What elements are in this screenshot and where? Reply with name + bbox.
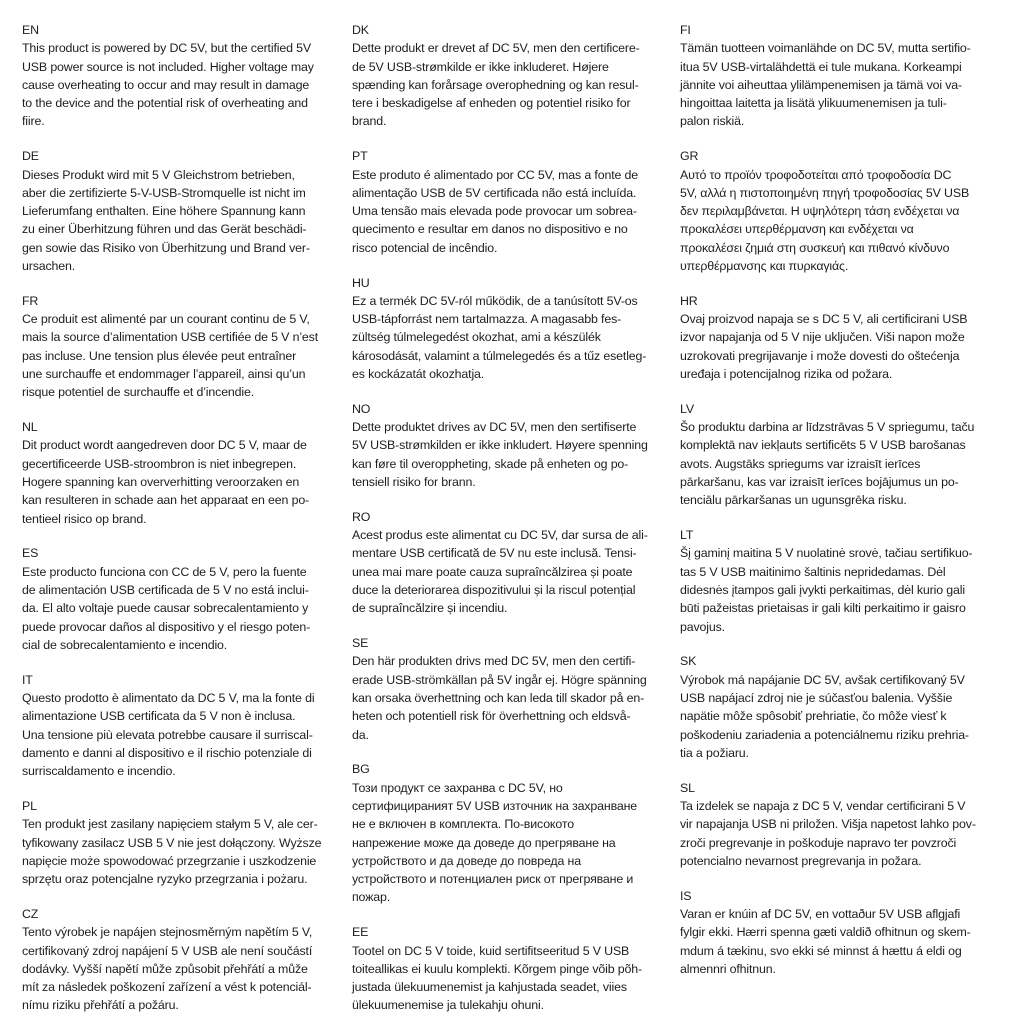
warning-text-line: tas 5 V USB maitinimo šaltinis nepridedamas. Dėl: [680, 564, 946, 579]
warning-text-line: nímu riziku přehřátí a požáru.: [22, 998, 179, 1013]
warning-text-line: fiire.: [22, 114, 45, 129]
warning-text-line: alimentação USB de 5V certificada não está incluída.: [352, 185, 637, 200]
warning-text-line: puede provocar daños al dispositivo y el riesgo poten-: [22, 619, 311, 634]
warning-text-line: Výrobok má napájanie DC 5V, avšak certifikovaný 5V: [680, 672, 965, 687]
warning-text-line: Uma tensão mais elevada pode provocar um sobrea-: [352, 204, 637, 219]
language-code: LT: [680, 528, 694, 543]
language-code: HR: [680, 293, 698, 308]
warning-text-line: komplektā nav iekļauts sertificēts 5 V USB barošanas: [680, 438, 966, 453]
warning-text-line: tensiell risiko for brann.: [352, 475, 476, 490]
language-code: EN: [22, 23, 39, 37]
warning-text-line: tere i beskadigelse af enheden og potentiel risiko for: [352, 96, 631, 111]
warning-text-line: erade USB-strömkällan på 5V ingår ej. Högre spänning: [352, 672, 647, 687]
warning-text-line: Dette produkt er drevet af DC 5V, men den certificere-: [352, 41, 640, 56]
warning-text-line: устройството и да доведе до повреда на: [352, 853, 581, 868]
warning-text-line: Acest produs este alimentat cu DC 5V, dar sursa de ali-: [352, 528, 648, 543]
warning-text-line: tenciālu pārkaršanas un ugunsgrēka risku.: [680, 493, 907, 508]
warning-text-line: δεν περιλαμβάνεται. Η υψηλότερη τάση ενδέχεται να: [680, 204, 960, 219]
warning-text-line: jännite voi aiheuttaa ylilämpenemisen ja tämä voi va-: [680, 77, 963, 92]
language-section-sk: [680, 652, 1020, 762]
warning-text-line: USB power source is not included. Higher voltage may: [22, 59, 314, 74]
warning-text-line: не е включен в комплекта. По-високото: [352, 817, 574, 832]
warning-text-line: izvor napajanja od 5 V nije uključen. Viši napon može: [680, 330, 965, 345]
warning-text-line: surriscaldamento e incendio.: [22, 764, 176, 779]
language-code: SL: [680, 780, 695, 795]
warning-text-line: duce la deteriorarea dispozitivului și la riscul potențial: [352, 583, 636, 598]
warning-text-line: Den här produkten drivs med DC 5V, men den certifi-: [352, 654, 636, 669]
warning-text-line: Tämän tuotteen voimanlähde on DC 5V, mutta sertifio-: [680, 41, 971, 56]
warning-text-line: υπερθέρμανσης και πυρκαγιάς.: [680, 259, 849, 274]
language-section-cz: [22, 905, 362, 1015]
warning-text-line: kan resulteren in schade aan het apparaat en een po-: [22, 493, 310, 508]
warning-text-line: didesnės įtampos gali įvykti perkaitimas, dėl kurio gali: [680, 583, 965, 598]
warning-text-line: mentare USB certificată de 5V nu este inclusă. Tensi-: [352, 546, 637, 561]
warning-text-line: pas incluse. Une tension plus élevée peut entraîner: [22, 348, 297, 363]
warning-text-line: mais la source d’alimentation USB certifiée de 5 V n’est: [22, 330, 319, 345]
warning-text-line: dodávky. Vyšší napětí může způsobit přehřátí a může: [22, 961, 308, 976]
warning-text-line: ursachen.: [22, 259, 76, 274]
warning-text-line: risque potentiel de surchauffe et d’incendie.: [22, 385, 255, 400]
language-code: SK: [680, 654, 697, 669]
language-section-gr: [680, 147, 1020, 275]
language-section-pl: [22, 797, 362, 888]
warning-text-line: da.: [352, 727, 369, 742]
warning-text-line: fylgir ekki. Hærri spenna gæti valdið ofhitnun og skem-: [680, 925, 971, 940]
warning-text-line: mít za následek poškození zařízení a vést k potenciál-: [22, 980, 312, 995]
warning-text-line: Dit product wordt aangedreven door DC 5 V, maar de: [22, 438, 307, 453]
warning-text-line: uzrokovati pregrijavanje i može dovesti do oštećenja: [680, 348, 960, 363]
language-code: PT: [352, 149, 368, 164]
language-code: SE: [352, 636, 369, 651]
warning-text-line: 5V USB-strømkilden er ikke inkludert. Høyere spenning: [352, 438, 648, 453]
warning-text-line: risco potencial de incêndio.: [352, 240, 498, 255]
column-middle: [352, 21, 692, 1031]
warning-text-line: tyfikowany zasilacz USB 5 V nie jest dołączony. Wyższe: [22, 835, 322, 850]
warning-text-line: напрежение може да доведе до прегряване на: [352, 835, 616, 850]
warning-text-line: mdum á tækinu, svo ekki sé minnst á hættu á eldi og: [680, 943, 962, 958]
warning-text-line: da. El alto voltaje puede causar sobrecalentamiento y: [22, 601, 309, 616]
language-code: PL: [22, 798, 37, 813]
language-section-fi: [680, 21, 1020, 131]
language-code: GR: [680, 149, 699, 164]
warning-text-line: gecertificeerde USB-stroombron is niet inbegrepen.: [22, 456, 297, 471]
warning-text-line: brand.: [352, 114, 387, 129]
warning-text-line: 5V, αλλά η πιστοποιημένη πηγή τροφοδοσίας 5V USB: [680, 185, 970, 200]
warning-text-line: heten och potentiell risk för överhettning och eldsvå-: [352, 709, 631, 724]
language-section-no: [352, 400, 692, 491]
language-code: RO: [352, 509, 371, 524]
language-section-hr: [680, 292, 1020, 383]
warning-text-line: προκαλέσει ζημιά στη συσκευή και πιθανό κίνδυνο: [680, 240, 950, 255]
language-section-bg: [352, 760, 692, 906]
column-right: [680, 21, 1020, 995]
language-section-is: [680, 887, 1020, 978]
warning-text-line: tentieel risico op brand.: [22, 511, 147, 526]
warning-text-line: de alimentación USB certificada de 5 V no está inclui-: [22, 583, 309, 598]
warning-text-line: ülekuumenemise ja tulekahju ohuni.: [352, 998, 544, 1013]
warning-text-line: de 5V USB-strømkilde er ikke inkluderet. Højere: [352, 59, 609, 74]
language-code: FI: [680, 23, 691, 37]
language-section-dk: [352, 21, 692, 131]
warning-text-line: sprzętu oraz potencjalne ryzyko przegrzania i pożaru.: [22, 872, 308, 887]
warning-text-line: Este producto funciona con CC de 5 V, pero la fuente: [22, 564, 307, 579]
warning-text-line: cause overheating to occur and may result in damage: [22, 77, 310, 92]
warning-text-line: kan orsaka överhettning och kan leda till skador på en-: [352, 691, 645, 705]
warning-text-line: damento e danni al dispositivo e il rischio potenziale di: [22, 745, 312, 760]
warning-text-line: пожар.: [352, 890, 391, 905]
warning-text-line: quecimento e resultar em danos no dispositivo e no: [352, 222, 628, 237]
language-code: NO: [352, 401, 371, 416]
language-code: CZ: [22, 906, 39, 921]
warning-text-line: Αυτό το προϊόν τροφοδοτείται από τροφοδοσία DC: [680, 167, 952, 182]
warning-text-line: de supraîncălzire și incendiu.: [352, 601, 508, 616]
warning-text-line: pārkaršanu, kas var izraisīt ierīces bojājumus un po-: [680, 475, 959, 490]
warning-text-line: hingoittaa laitetta ja lisätä ylikuumenemisen ja tuli-: [680, 96, 947, 111]
warning-text-line: USB napájací zdroj nie je súčasťou balenia. Vyššie: [680, 691, 953, 705]
warning-text-line: προκαλέσει υπερθέρμανση και ενδέχεται να: [680, 222, 914, 237]
warning-text-line: palon riskiä.: [680, 114, 745, 129]
language-code: IS: [680, 888, 692, 903]
warning-text-line: poškodeniu zariadenia a potenciálnemu riziku prehria-: [680, 727, 969, 742]
language-section-fr: [22, 292, 362, 402]
warning-text-line: itua 5V USB-virtalähdettä ei tule mukana. Korkeampi: [680, 59, 962, 74]
warning-text-line: napięcie może spowodować przegrzanie i uszkodzenie: [22, 853, 317, 868]
warning-text-line: Ta izdelek se napaja z DC 5 V, vendar certificirani 5 V: [680, 798, 966, 813]
warning-text-line: zültség túlmelegedést okozhat, ami a készülék: [352, 330, 601, 345]
warning-text-line: Ovaj proizvod napaja se s DC 5 V, ali certificirani USB: [680, 312, 968, 327]
language-section-nl: [22, 418, 362, 528]
warning-text-line: pavojus.: [680, 619, 725, 634]
warning-text-line: zroči pregrevanje in poškoduje napravo ter povzroči: [680, 835, 957, 850]
warning-text-line: gen sowie das Risiko von Überhitzung und Brand ver-: [22, 240, 310, 255]
warning-text-line: une surchauffe et endommager l’appareil, ainsi qu’un: [22, 367, 306, 382]
warning-text-line: certifikovaný zdroj napájení 5 V USB ale není součástí: [22, 943, 313, 958]
warning-text-line: устройството и потенциален риск от прегряване и: [352, 872, 634, 887]
language-section-en: [22, 21, 362, 131]
language-section-es: [22, 544, 362, 654]
language-code: EE: [352, 925, 369, 940]
language-code: LV: [680, 401, 694, 416]
warning-text-line: uređaja i potencijalnog rizika od požara.: [680, 367, 893, 382]
warning-text-line: Este produto é alimentado por CC 5V, mas a fonte de: [352, 167, 639, 182]
language-code: DE: [22, 149, 39, 164]
warning-text-line: almennri ofhitnun.: [680, 961, 776, 976]
warning-text-line: Dieses Produkt wird mit 5 V Gleichstrom betrieben,: [22, 167, 295, 182]
warning-text-line: cial de sobrecalentamiento e incendio.: [22, 637, 228, 652]
language-code: ES: [22, 546, 39, 561]
column-left: [22, 21, 362, 1031]
warning-text-line: kan føre til overoppheting, skade på enheten og po-: [352, 456, 629, 471]
language-section-hu: [352, 274, 692, 384]
language-section-lt: [680, 526, 1020, 636]
warning-text-line: to the device and the potential risk of overheating and: [22, 96, 308, 111]
warning-text-line: vir napajanja USB ni priložen. Višja napetost lahko pov-: [680, 817, 976, 832]
warning-text-line: Ten produkt jest zasilany napięciem stałym 5 V, ale cer-: [22, 817, 318, 832]
warning-text-line: Varan er knúin af DC 5V, en vottaður 5V USB aflgjafi: [680, 906, 961, 921]
language-code: DK: [352, 23, 369, 37]
language-section-lv: [680, 400, 1020, 510]
warning-text-line: Този продукт се захранва с DC 5V, но: [352, 780, 563, 795]
warning-text-line: károsodását, valamint a túlmelegedés és a tűz esetleg-: [352, 348, 647, 363]
warning-text-line: justada ülekuumenemist ja kahjustada seadet, viies: [352, 980, 627, 995]
warning-text-line: Una tensione più elevata potrebbe causare il surriscal-: [22, 727, 313, 742]
warning-text-line: zu einer Überhitzung führen und das Gerät beschädi-: [22, 222, 307, 237]
warning-text-line: Šo produktu darbina ar līdzstrāvas 5 V spriegumu, taču: [680, 420, 975, 435]
warning-text-line: tia a požiaru.: [680, 745, 749, 760]
language-section-se: [352, 634, 692, 744]
warning-text-line: potencialno nevarnost pregrevanja in požara.: [680, 853, 922, 868]
warning-text-line: toiteallikas ei kuulu komplekti. Kõrgem pinge võib põh-: [352, 961, 642, 976]
language-section-pt: [352, 147, 692, 257]
warning-text-line: unea mai mare poate cauza supraîncălzirea și poate: [352, 564, 633, 579]
warning-text-line: This product is powered by DC 5V, but the certified 5V: [22, 41, 311, 56]
warning-text-line: būti pažeistas prietaisas ir gali kilti perkaitimo ir gaisro: [680, 601, 966, 616]
warning-text-line: Questo prodotto è alimentato da DC 5 V, ma la fonte di: [22, 691, 315, 705]
language-section-it: [22, 671, 362, 781]
warning-text-line: avots. Augstāks spriegums var izraisīt ierīces: [680, 456, 921, 471]
language-code: BG: [352, 762, 370, 777]
warning-text-line: aber die zertifizierte 5-V-USB-Stromquelle ist nicht im: [22, 185, 306, 200]
warning-text-line: USB-tápforrást nem tartalmazza. A magasabb fes-: [352, 312, 622, 327]
warning-text-line: alimentazione USB certificata da 5 V non è inclusa.: [22, 709, 296, 724]
warning-text-line: es kockázatát okozhatja.: [352, 367, 485, 382]
warning-text-line: сертифицираният 5V USB източник на захранване: [352, 798, 638, 813]
warning-text-line: Dette produktet drives av DC 5V, men den sertifiserte: [352, 420, 637, 435]
warning-text-line: spænding kan forårsage overophedning og kan resul-: [352, 77, 639, 92]
warning-text-line: Hogere spanning kan oververhitting veroorzaken en: [22, 475, 300, 490]
language-code: NL: [22, 420, 38, 435]
warning-text-line: Tootel on DC 5 V toide, kuid sertifitseeritud 5 V USB: [352, 943, 630, 958]
language-section-ro: [352, 508, 692, 618]
warning-text-line: napätie môže spôsobiť prehriatie, čo môže viesť k: [680, 709, 947, 724]
warning-text-line: Ez a termék DC 5V-ról működik, de a tanúsított 5V-os: [352, 293, 638, 308]
language-section-de: [22, 147, 362, 275]
language-section-ee: [352, 923, 692, 1014]
language-section-sl: [680, 779, 1020, 870]
warning-text-line: Tento výrobek je napájen stejnosměrným napětím 5 V,: [22, 925, 313, 940]
warning-text-line: Ce produit est alimenté par un courant continu de 5 V,: [22, 312, 310, 327]
language-code: HU: [352, 275, 370, 290]
warning-text-line: Lieferumfang enthalten. Eine höhere Spannung kann: [22, 204, 306, 219]
language-code: FR: [22, 293, 39, 308]
language-code: IT: [22, 672, 33, 687]
warning-text-line: Šį gaminį maitina 5 V nuolatinė srovė, tačiau sertifikuo-: [680, 546, 973, 561]
